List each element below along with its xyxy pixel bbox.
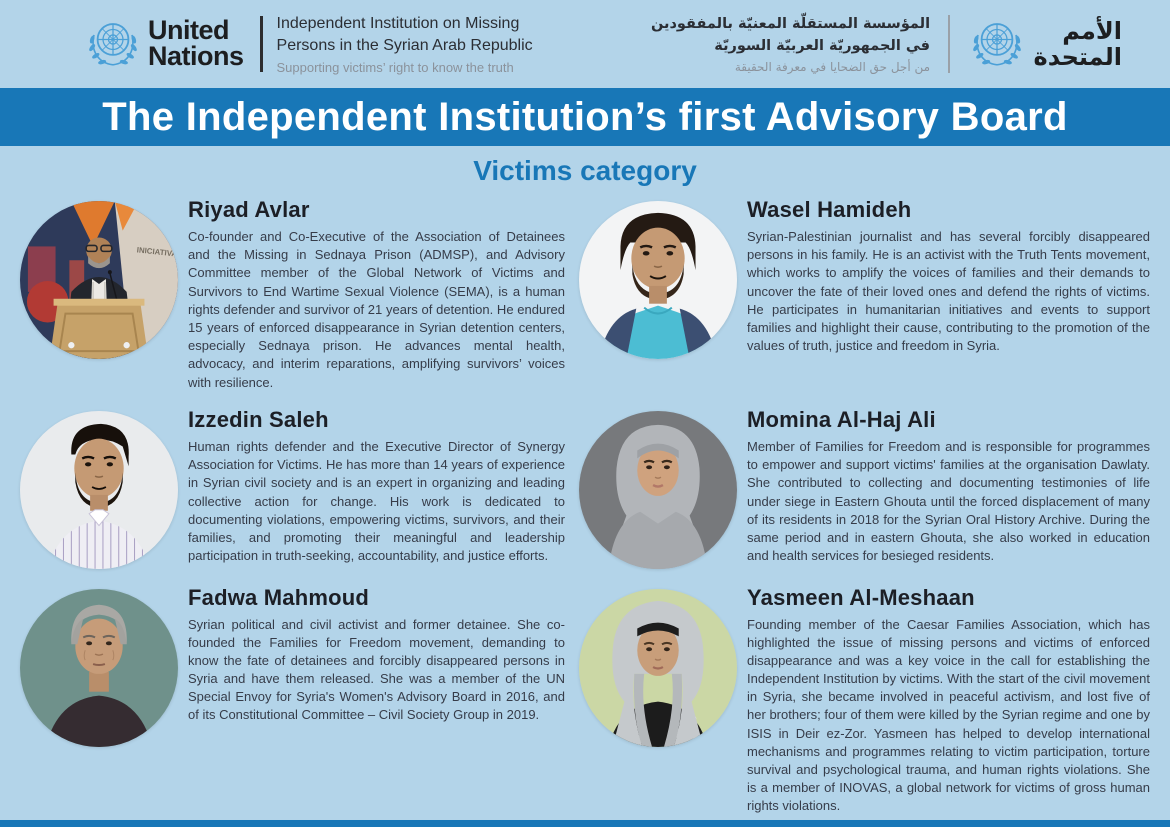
member-card-momina-al-haj-ali — [579, 407, 1150, 578]
member-name: Wasel Hamideh — [747, 197, 912, 222]
header-divider-ar — [948, 15, 950, 73]
member-bio: Founding member of the Caesar Families Association, which has highlighted the issue of missing persons and victims of enforced disappearance and was a key voice in the call for establishing the Independent Institution by victims. With the start of the civil movement in Syria, she became involved in peaceful activism, and lost five of her brothers; four of them were killed by the Syrian regime and one by ISIS in Deir ez-Zor. Yasmeen has helped to develop international mechanisms and programmes relating to victim participation, torture survival and psychological trauma, and human rights violations. She is a member of INOVAS, a global network for victims of gross human rights violations. — [747, 616, 1150, 814]
member-card-yasmeen-al-meshaan — [579, 585, 1150, 825]
member-card-izzedin-saleh — [20, 407, 565, 578]
un-wordmark-en — [148, 15, 244, 71]
institution-block-en — [277, 13, 533, 74]
member-bio: Syrian-Palestinian journalist and has several forcibly disappeared persons in his family. He is an activist with the Truth Tents movement, which works to amplify the voices of families and their demands to uncover the fate of their loved ones and defend the rights of victims. He participates in humanitarian initiatives and events to support families and highlight their cause, contributing to the promotion of the values of truth, justice and freedom in Syria. — [747, 229, 1150, 354]
institution-block-ar — [651, 14, 930, 74]
member-name: Momina Al-Haj Ali — [747, 407, 936, 433]
member-card-wasel-hamideh — [579, 197, 1150, 401]
institution-title-line1: Independent Institution on Missing — [276, 15, 520, 33]
member-name: Izzedin Saleh — [188, 407, 329, 433]
un-emblem-icon — [84, 15, 142, 73]
title-banner — [0, 88, 1170, 146]
member-bio: Co-founder and Co-Executive of the Association of Detainees and the Missing in Sednaya Prison (ADMSP), and Advisory Committee member of the Global Network of Victims and Survivors to End Wartime Sexual Violence (SEMA), is a human rights defender and survivor of 21 years of detention. He endured 15 years of enforced disappearance in Syrian detention centers, especially Sednaya prison. He advances mental health, advocacy, and interim reparations, amplifying survivors’ voices with resilience. — [188, 229, 565, 390]
un-wordmark-line1: United — [148, 15, 229, 46]
page-title: The Independent Institution’s first Advisory Board — [102, 94, 1068, 139]
un-wordmark-ar-line1: الأمم — [1062, 16, 1122, 45]
un-emblem-icon-ar — [968, 15, 1026, 73]
institution-tagline-ar: من أجل حق الضحايا في معرفة الحقيقة — [734, 59, 931, 74]
member-name: Yasmeen Al-Meshaan — [747, 584, 975, 610]
institution-title-ar-line2: في الجمهوريّة العربيّة السوريّة — [714, 38, 931, 54]
photo-fadwa-mahmoud — [20, 589, 178, 747]
section-title: Victims category — [473, 155, 697, 186]
photo-riyad-avlar — [20, 201, 178, 359]
un-logo-lockup-en — [84, 13, 533, 74]
member-card-fadwa-mahmoud — [20, 585, 565, 825]
un-wordmark-ar-line2: المتحدة — [1033, 43, 1122, 71]
un-logo-lockup-ar — [651, 14, 1122, 74]
un-wordmark-ar — [1034, 18, 1122, 71]
institution-title-ar-line1: المؤسسة المستقلّة المعنيّة بالمفقودين — [651, 16, 931, 33]
member-bio: Syrian political and civil activist and former detainee. She co-founded the Families for Freedom movement, demanding to know the fate of detainees and forcibly disappeared persons in Syria and have them released. She was a member of the UN Special Envoy for Syria's Women's Advisory Board in 2016, and of its Constitutional Committee – Civil Society Group in 2019. — [188, 616, 565, 723]
bottom-accent-bar — [0, 820, 1170, 827]
institution-title-ar — [651, 14, 930, 58]
members-grid — [0, 197, 1170, 825]
member-name: Fadwa Mahmoud — [188, 584, 370, 610]
photo-izzedin-saleh — [20, 411, 178, 569]
header — [0, 0, 1170, 88]
photo-yasmeen-al-meshaan — [579, 589, 737, 747]
institution-title-line2: Persons in the Syrian Arab Republic — [276, 37, 533, 54]
member-card-riyad-avlar — [20, 197, 565, 401]
svg-text:INICIATIVA: INICIATIVA — [136, 245, 178, 259]
un-wordmark-line2: Nations — [148, 41, 244, 71]
member-bio: Human rights defender and the Executive Director of Synergy Association for Victims. He has more than 14 years of experience in Syrian civil society and is an expert in organizing and leading collective action for change. His work is dedicated to documenting violations, empowering victims, survivors, and their families, and promoting their meaningful and leadership participation in truth-seeking, accountability, and justice efforts. — [188, 439, 565, 564]
member-bio: Member of Families for Freedom and is responsible for programmes to empower and support victims' families at the organisation Dawlaty. She contributed to collecting and documenting testimonies of life under siege in Eastern Ghouta until the forced displacement of many of its residents in 2018 for the Syrian Oral History Archive. During the same period and in eastern Ghouta, she also worked in education and health services for besieged residents. — [747, 439, 1150, 564]
photo-momina-al-haj-ali — [579, 411, 737, 569]
header-divider — [260, 16, 263, 72]
institution-tagline-en: Supporting victims’ right to know the truth — [276, 59, 514, 75]
member-name: Riyad Avlar — [188, 197, 310, 222]
photo-wasel-hamideh — [579, 201, 737, 359]
institution-title-en — [277, 13, 533, 56]
